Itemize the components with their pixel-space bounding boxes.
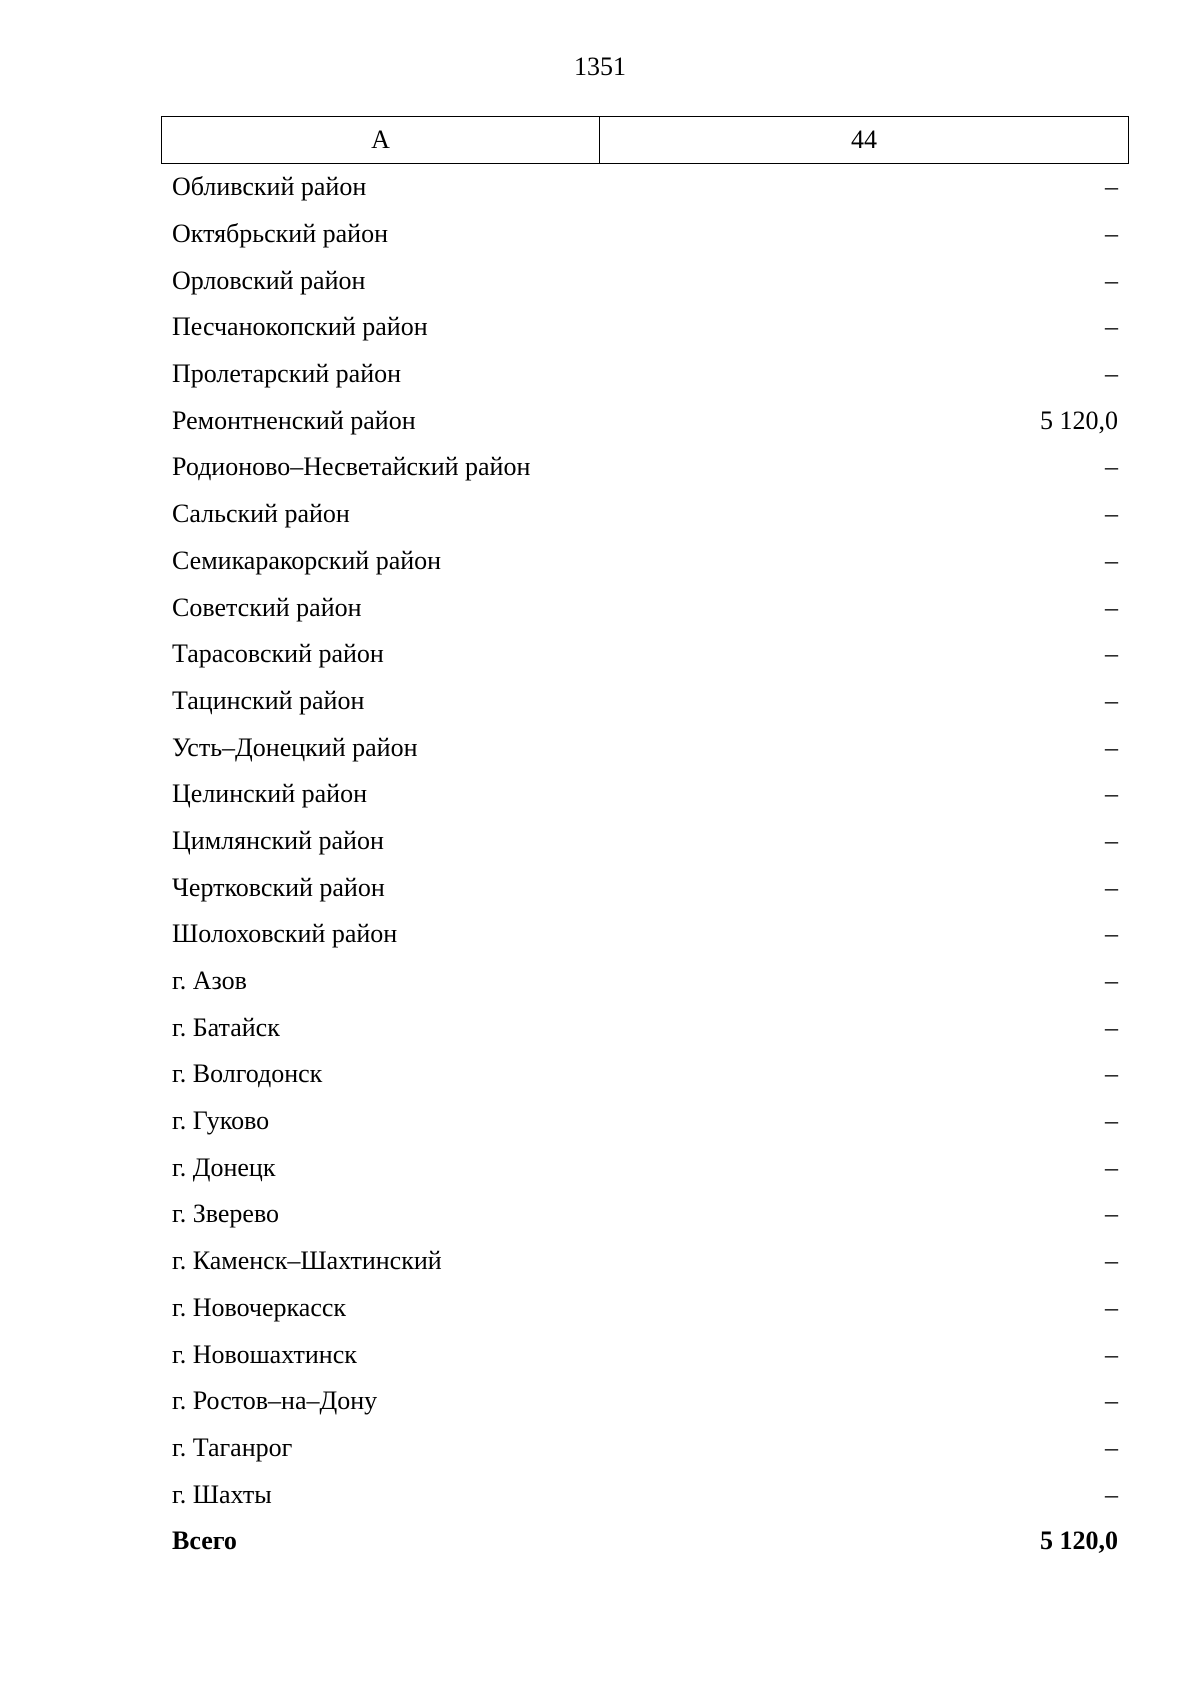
row-label: г. Азов [172, 966, 247, 996]
row-value: – [1105, 685, 1118, 715]
table-row [161, 678, 1129, 725]
table-row [161, 444, 1129, 491]
row-label: г. Батайск [172, 1012, 280, 1042]
table-row [161, 724, 1129, 771]
header-cell-a: А [162, 117, 600, 163]
table-row [161, 1051, 1129, 1098]
table-row [161, 211, 1129, 258]
row-label: Чертковский район [172, 872, 385, 902]
row-label: Усть–Донецкий район [172, 732, 418, 762]
table-row [161, 911, 1129, 958]
row-value: – [1105, 1339, 1118, 1369]
row-value: – [1105, 265, 1118, 295]
row-value: – [1105, 1386, 1118, 1416]
table-header [161, 116, 1129, 164]
row-label: Семикаракорский район [172, 545, 442, 575]
row-label: Тарасовский район [172, 639, 384, 669]
row-value: – [1105, 779, 1118, 809]
header-cell-44: 44 [851, 125, 877, 154]
row-value: – [1105, 966, 1118, 996]
table-row [161, 1144, 1129, 1191]
table-row [161, 1098, 1129, 1145]
row-value: – [1105, 1292, 1118, 1322]
row-label: г. Шахты [172, 1479, 272, 1509]
row-label: Целинский район [172, 779, 367, 809]
row-value: 5 120,0 [1040, 405, 1118, 435]
row-label: Песчанокопский район [172, 312, 428, 342]
table-row [161, 397, 1129, 444]
row-value: – [1105, 919, 1118, 949]
row-value: – [1105, 1479, 1118, 1509]
page-number: 1351 [574, 52, 626, 81]
row-value: – [1105, 639, 1118, 669]
row-label: Пролетарский район [172, 359, 402, 389]
row-value: – [1105, 732, 1118, 762]
table-row [161, 771, 1129, 818]
table-row [161, 818, 1129, 865]
row-label: г. Зверево [172, 1199, 280, 1229]
table-row [161, 631, 1129, 678]
row-value: – [1105, 1012, 1118, 1042]
table-row [161, 164, 1129, 211]
row-value: – [1105, 452, 1118, 482]
row-value: – [1105, 359, 1118, 389]
row-label: г. Волгодонск [172, 1059, 323, 1089]
total-row [161, 1518, 1129, 1565]
row-label: Советский район [172, 592, 362, 622]
row-label: г. Новошахтинск [172, 1339, 357, 1369]
table-row [161, 1285, 1129, 1332]
row-label: Шолоховский район [172, 919, 398, 949]
row-label: Тацинский район [172, 685, 365, 715]
table-row [161, 351, 1129, 398]
row-value: – [1105, 1199, 1118, 1229]
row-value: – [1105, 825, 1118, 855]
row-value: – [1105, 172, 1118, 202]
table-row [161, 958, 1129, 1005]
row-value: – [1105, 1246, 1118, 1276]
row-label: г. Таганрог [172, 1432, 293, 1462]
row-label: г. Донецк [172, 1152, 276, 1182]
row-label: Родионово–Несветайский район [172, 452, 531, 482]
table-row [161, 1471, 1129, 1518]
row-label: Цимлянский район [172, 825, 384, 855]
row-value: – [1105, 1106, 1118, 1136]
row-value: – [1105, 545, 1118, 575]
row-label: г. Гуково [172, 1106, 270, 1136]
row-value: – [1105, 592, 1118, 622]
table-row [161, 1378, 1129, 1425]
table-row [161, 1331, 1129, 1378]
table-row [161, 538, 1129, 585]
total-label: Всего [172, 1526, 237, 1556]
row-value: – [1105, 499, 1118, 529]
total-value: 5 120,0 [1040, 1526, 1118, 1556]
table-body [161, 164, 1129, 1565]
table-row [161, 257, 1129, 304]
table-row [161, 491, 1129, 538]
table-row [161, 1191, 1129, 1238]
table-row [161, 1425, 1129, 1472]
table-row [161, 1238, 1129, 1285]
row-label: г. Новочеркасск [172, 1292, 347, 1322]
row-label: Ремонтненский район [172, 405, 416, 435]
row-label: г. Каменск–Шахтинский [172, 1246, 442, 1276]
row-value: – [1105, 872, 1118, 902]
table-row [161, 584, 1129, 631]
row-label: Обливский район [172, 172, 367, 202]
row-value: – [1105, 1059, 1118, 1089]
row-label: г. Ростов–на–Дону [172, 1386, 378, 1416]
table-row [161, 304, 1129, 351]
row-label: Сальский район [172, 499, 350, 529]
row-label: Орловский район [172, 265, 366, 295]
table-row [161, 1004, 1129, 1051]
row-value: – [1105, 219, 1118, 249]
row-value: – [1105, 1152, 1118, 1182]
table-row [161, 864, 1129, 911]
row-label: Октябрьский район [172, 219, 388, 249]
row-value: – [1105, 312, 1118, 342]
row-value: – [1105, 1432, 1118, 1462]
